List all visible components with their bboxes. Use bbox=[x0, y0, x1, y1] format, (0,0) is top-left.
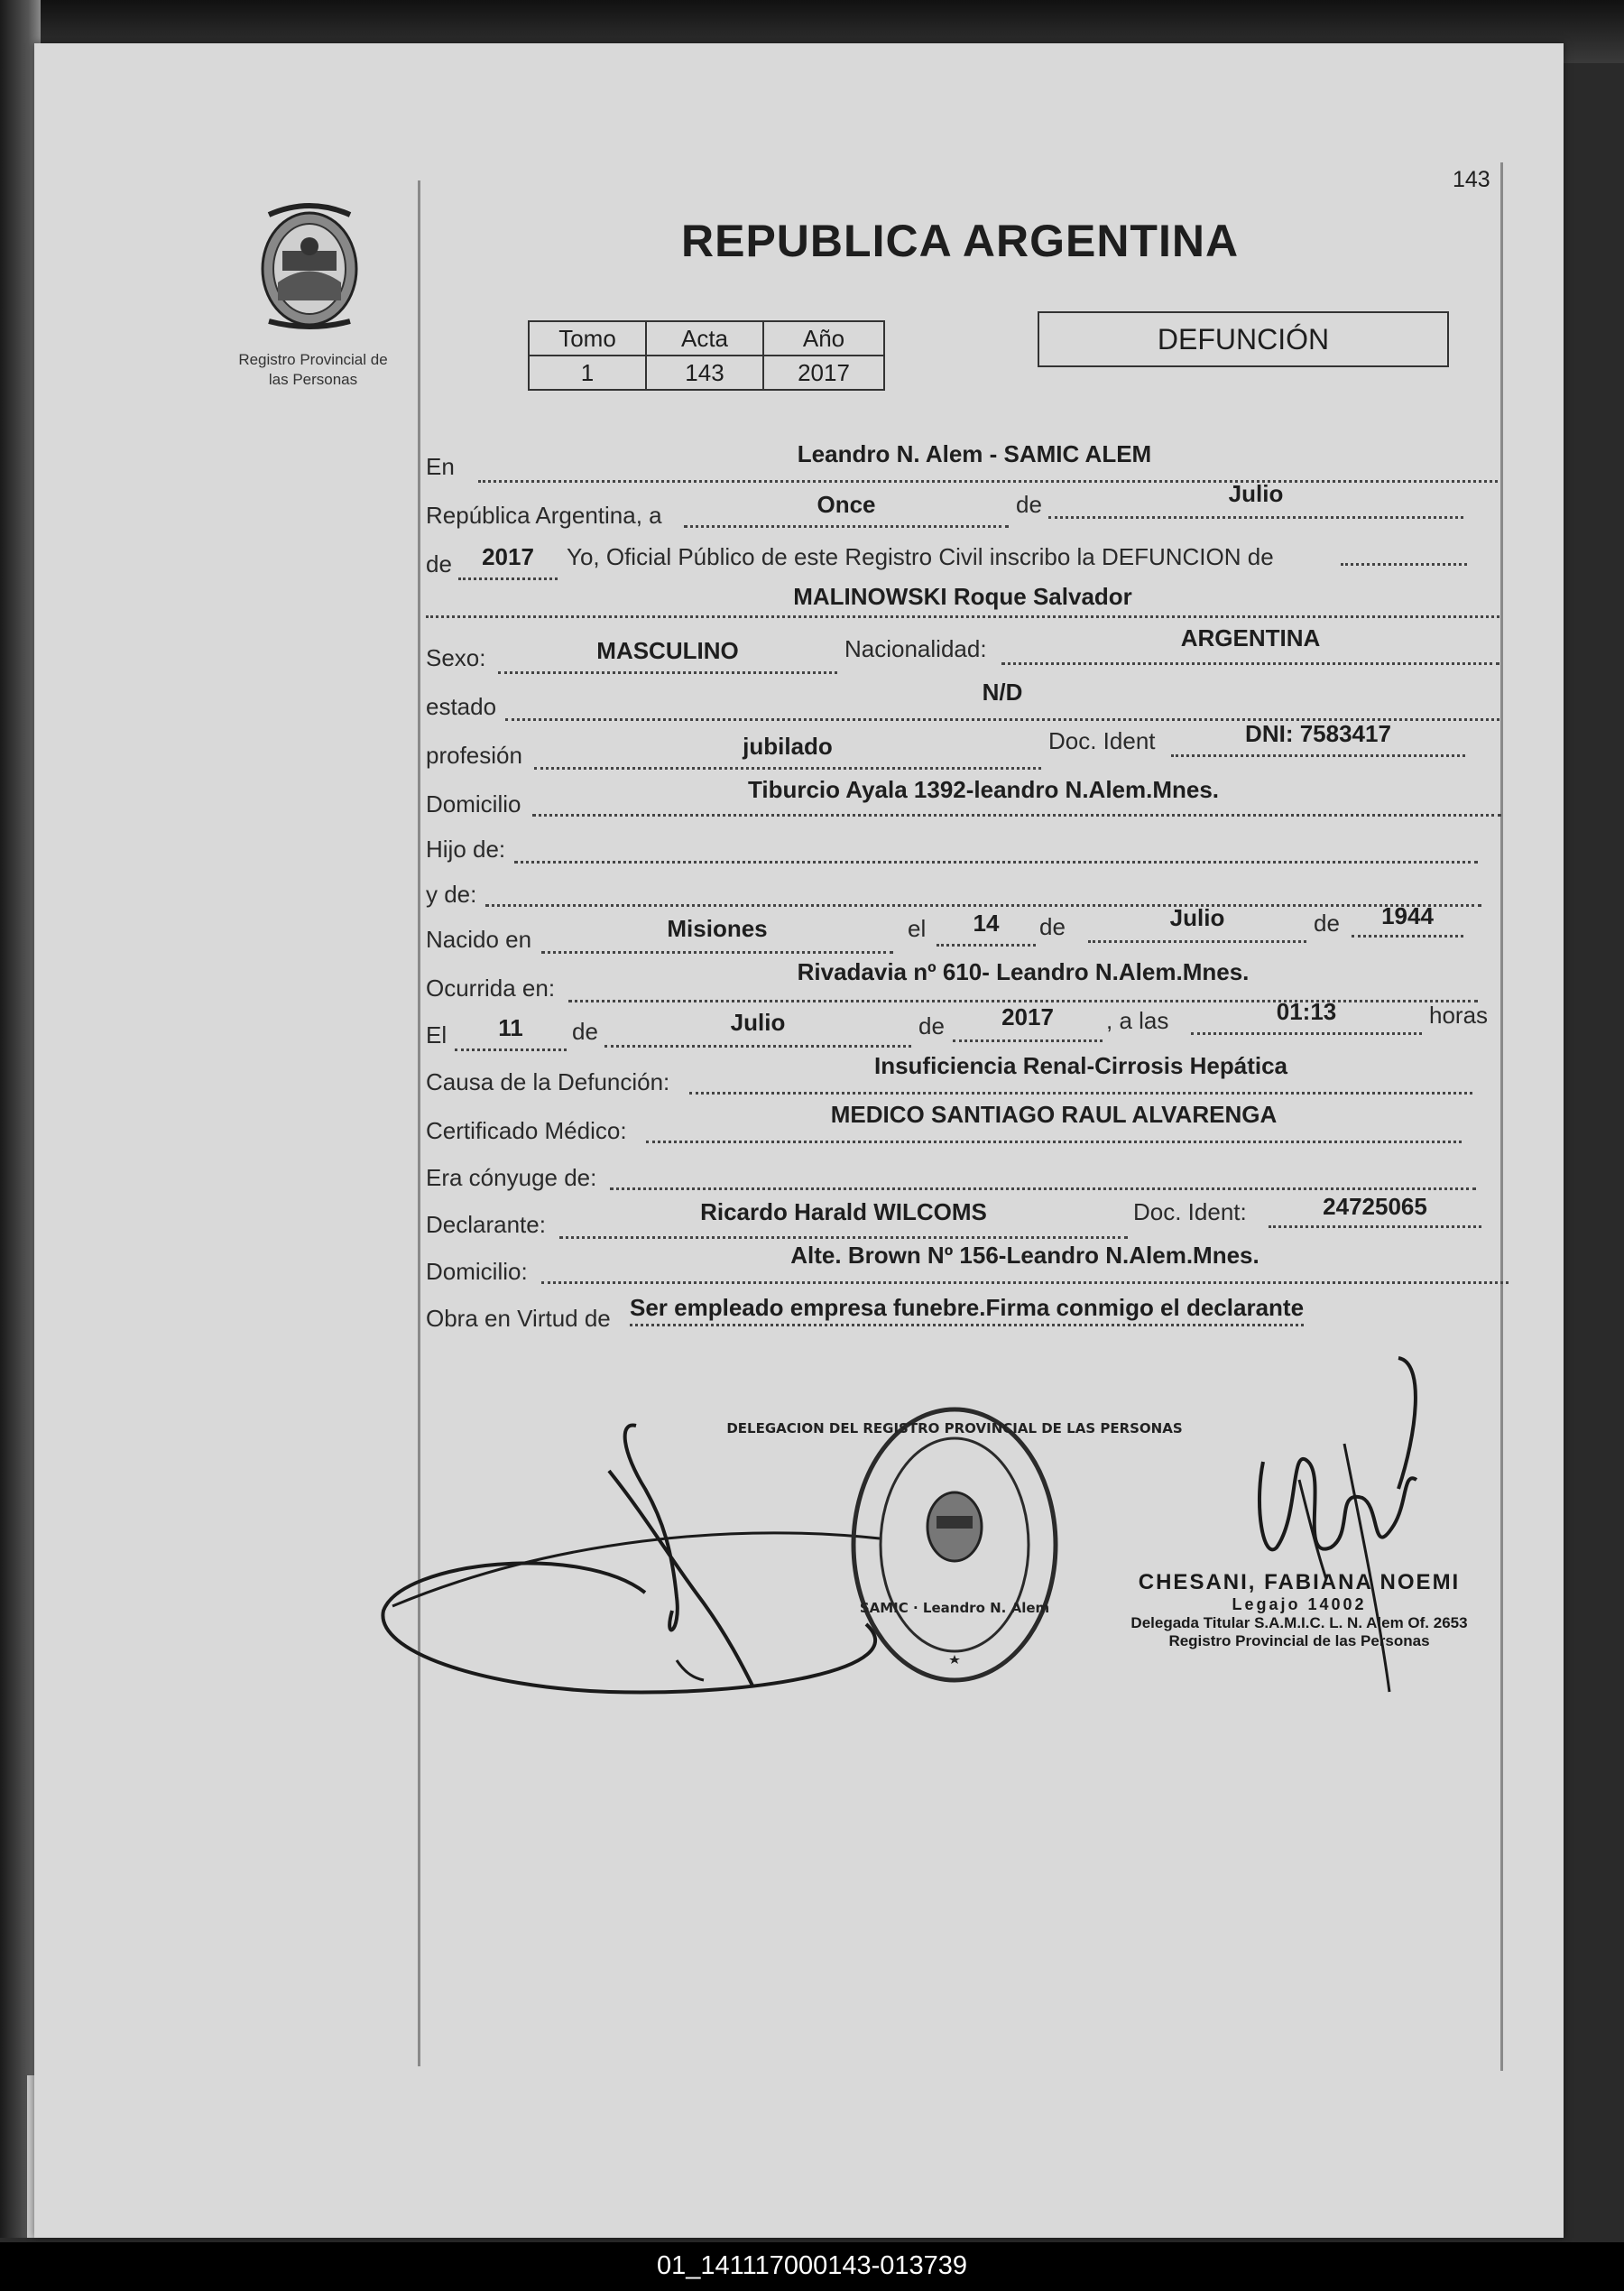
official-stamp-icon bbox=[726, 1400, 1183, 1689]
record-table bbox=[528, 320, 885, 391]
el-label: el bbox=[908, 915, 927, 942]
republica-label: República Argentina, a bbox=[426, 502, 662, 529]
sexo-label: Sexo: bbox=[426, 644, 486, 671]
table-cell-tomo: 1 bbox=[529, 356, 646, 390]
death-year: 2017 bbox=[1001, 1003, 1054, 1030]
certificado-value: MEDICO SANTIAGO RAUL ALVARENGA bbox=[830, 1101, 1278, 1128]
hijo-fill-line bbox=[514, 830, 1478, 864]
signer-legajo: Legajo 14002 bbox=[1232, 1595, 1367, 1613]
certificado-label: Certificado Médico: bbox=[426, 1117, 627, 1144]
page-number: 143 bbox=[1453, 167, 1490, 192]
svg-text:DELEGACION DEL REGISTRO PROVIN: DELEGACION DEL REGISTRO PROVINCIAL DE LAS PERSONAS bbox=[726, 1420, 1183, 1436]
domicilio-value: Tiburcio Ayala 1392-leandro N.Alem.Mnes. bbox=[747, 776, 1220, 803]
obra-label: Obra en Virtud de bbox=[426, 1305, 611, 1332]
birth-day: 14 bbox=[973, 910, 1000, 937]
conyuge-label: Era cónyuge de: bbox=[426, 1164, 597, 1191]
de-label-3: de bbox=[1039, 913, 1066, 940]
birth-year: 1944 bbox=[1381, 902, 1434, 929]
sexo-value: MASCULINO bbox=[596, 637, 739, 664]
signer-block bbox=[1101, 1570, 1498, 1650]
death-day: 11 bbox=[498, 1014, 523, 1041]
birth-month: Julio bbox=[1169, 904, 1225, 931]
en-label: En bbox=[426, 453, 455, 480]
document-title: REPUBLICA ARGENTINA bbox=[681, 216, 1240, 266]
signer-name: CHESANI, FABIANA NOEMI bbox=[1138, 1570, 1461, 1594]
deceased-name: MALINOWSKI Roque Salvador bbox=[793, 583, 1132, 610]
signer-title: Delegada Titular S.A.M.I.C. L. N. Alem Of. 2653 bbox=[1130, 1614, 1468, 1631]
table-cell-ano: 2017 bbox=[763, 356, 884, 390]
right-margin-rule bbox=[1500, 162, 1503, 2071]
registry-label: Registro Provincial de las Personas bbox=[238, 351, 388, 388]
domicilio-label: Domicilio bbox=[426, 790, 521, 818]
ocurrida-label: Ocurrida en: bbox=[426, 975, 556, 1002]
svg-text:SAMIC · Leandro N. Alem: SAMIC · Leandro N. Alem bbox=[859, 1600, 1050, 1616]
yde-label: y de: bbox=[426, 881, 477, 908]
doc2-value: 24725065 bbox=[1323, 1193, 1427, 1220]
table-header-acta: Acta bbox=[646, 321, 763, 356]
ocurrida-value: Rivadavia nº 610- Leandro N.Alem.Mnes. bbox=[797, 958, 1250, 985]
record-type-box: DEFUNCIÓN bbox=[1038, 311, 1449, 367]
nacido-label: Nacido en bbox=[426, 926, 532, 953]
de-label-6: de bbox=[918, 1012, 945, 1039]
doc-value: DNI: 7583417 bbox=[1245, 720, 1391, 747]
declarante-label: Declarante: bbox=[426, 1211, 546, 1238]
year-value: 2017 bbox=[482, 543, 534, 570]
footer-id: 01_141117000143-013739 bbox=[656, 2251, 968, 2280]
month-value: Julio bbox=[1228, 480, 1284, 507]
table-header-ano: Año bbox=[763, 321, 884, 356]
domicilio2-value: Alte. Brown Nº 156-Leandro N.Alem.Mnes. bbox=[790, 1242, 1260, 1269]
obra-value: Ser empleado empresa funebre.Firma conmigo el declarante bbox=[630, 1294, 1304, 1326]
domicilio2-label: Domicilio: bbox=[426, 1258, 528, 1285]
inscribo-text: Yo, Oficial Público de este Registro Civil inscribo la DEFUNCION de bbox=[567, 543, 1274, 570]
doc2-label: Doc. Ident: bbox=[1133, 1198, 1247, 1225]
death-time: 01:13 bbox=[1276, 998, 1337, 1025]
nacionalidad-label: Nacionalidad: bbox=[844, 635, 987, 662]
causa-value: Insuficiencia Renal-Cirrosis Hepática bbox=[873, 1052, 1288, 1079]
profesion-value: jubilado bbox=[743, 733, 833, 760]
alas-label: , a las bbox=[1106, 1007, 1169, 1034]
left-margin-rule bbox=[418, 180, 420, 2066]
table-header-tomo: Tomo bbox=[529, 321, 646, 356]
de-label-4: de bbox=[1314, 910, 1340, 937]
en-value: Leandro N. Alem - SAMIC ALEM bbox=[797, 440, 1152, 467]
conyuge-fill-line bbox=[610, 1157, 1476, 1190]
de-label-5: de bbox=[572, 1018, 598, 1045]
profesion-label: profesión bbox=[426, 742, 522, 769]
provincial-crest-icon bbox=[251, 197, 368, 332]
de-label-1: de bbox=[1016, 491, 1042, 518]
table-cell-acta: 143 bbox=[646, 356, 763, 390]
doc-ident-label: Doc. Ident bbox=[1048, 727, 1156, 754]
nacido-place: Misiones bbox=[667, 915, 768, 942]
causa-label: Causa de la Defunción: bbox=[426, 1068, 670, 1095]
yde-fill-line bbox=[485, 873, 1481, 907]
nacionalidad-value: ARGENTINA bbox=[1180, 624, 1321, 651]
de-label-2: de bbox=[426, 550, 452, 577]
estado-label: estado bbox=[426, 693, 497, 720]
horas-label: horas bbox=[1429, 1002, 1489, 1029]
signer-registry: Registro Provincial de las Personas bbox=[1168, 1632, 1430, 1649]
estado-value: N/D bbox=[982, 679, 1023, 706]
day-word-value: Once bbox=[817, 491, 876, 518]
declarante-value: Ricardo Harald WILCOMS bbox=[700, 1198, 987, 1225]
hijo-label: Hijo de: bbox=[426, 836, 506, 863]
inscribo-fill-line bbox=[1341, 532, 1467, 566]
el2-label: El bbox=[426, 1021, 448, 1049]
death-month: Julio bbox=[730, 1009, 786, 1036]
